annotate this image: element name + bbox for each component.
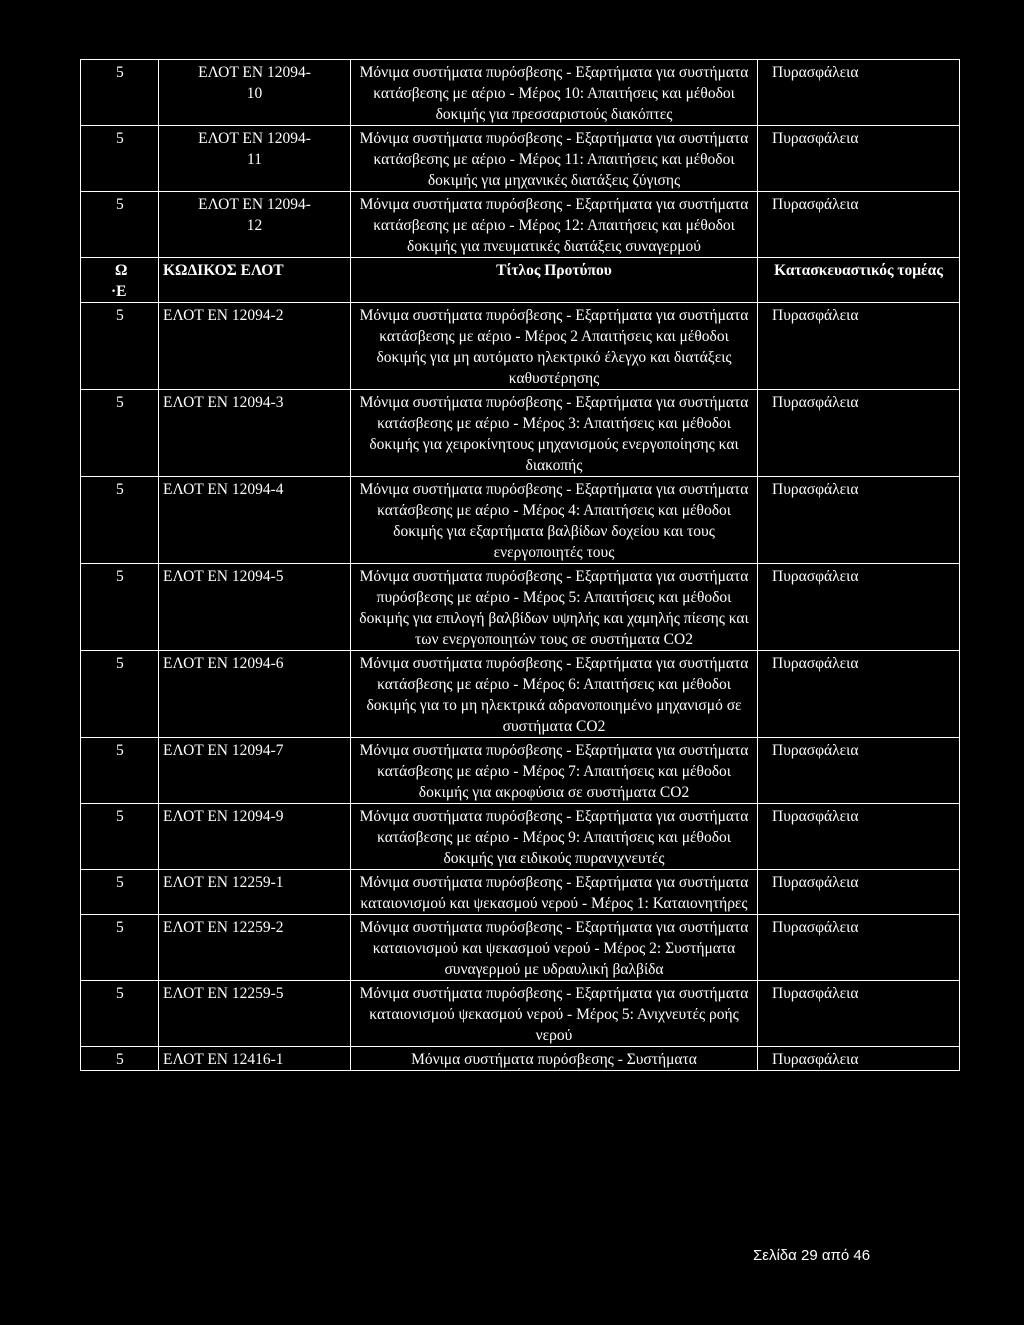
sector: Πυρασφάλεια bbox=[758, 564, 960, 651]
standard-title: Μόνιμα συστήματα πυρόσβεσης - Εξαρτήματα για συστήματα κατάσβεσης με αέριο - Μέρος 2 Απαιτήσεις και μέθοδοι δοκιμής για μη αυτόματο ηλεκτρικό έλεγχο και διατάξεις καθυστέρησης bbox=[351, 303, 758, 390]
standard-title: Μόνιμα συστήματα πυρόσβεσης - Συστήματα bbox=[351, 1047, 758, 1071]
row-number: 5 bbox=[81, 60, 159, 126]
elot-code: ΕΛΟΤ ΕΝ 12259-5 bbox=[159, 981, 351, 1047]
table-row bbox=[81, 303, 960, 390]
standard-title: Μόνιμα συστήματα πυρόσβεσης - Εξαρτήματα για συστήματα κατάσβεσης με αέριο - Μέρος 9: Απαιτήσεις και μέθοδοι δοκιμής για ειδικούς πυρανιχνευτές bbox=[351, 804, 758, 870]
table-row bbox=[81, 564, 960, 651]
standard-title: Μόνιμα συστήματα πυρόσβεσης - Εξαρτήματα για συστήματα κατάσβεσης με αέριο - Μέρος 11: Απαιτήσεις και μέθοδοι δοκιμής για μηχανικές διατάξεις ζύγισης bbox=[351, 126, 758, 192]
standards-table bbox=[80, 59, 960, 1071]
table-row bbox=[81, 651, 960, 738]
table-row bbox=[81, 981, 960, 1047]
elot-code: ΕΛΟΤ ΕΝ 12259-1 bbox=[159, 870, 351, 915]
table-row bbox=[81, 1047, 960, 1071]
row-number: 5 bbox=[81, 1047, 159, 1071]
row-number: 5 bbox=[81, 981, 159, 1047]
row-number: 5 bbox=[81, 390, 159, 477]
standard-title: Μόνιμα συστήματα πυρόσβεσης - Εξαρτήματα για συστήματα κατάσβεσης με αέριο - Μέρος 3: Απαιτήσεις και μέθοδοι δοκιμής για χειροκίνητους μηχανισμούς ενεργοποίησης και διακοπής bbox=[351, 390, 758, 477]
elot-code: ΕΛΟΤ ΕΝ 12094-3 bbox=[159, 390, 351, 477]
sector: Πυρασφάλεια bbox=[758, 477, 960, 564]
elot-code: ΕΛΟΤ ΕΝ 12094-6 bbox=[159, 651, 351, 738]
row-number: 5 bbox=[81, 477, 159, 564]
sector: Πυρασφάλεια bbox=[758, 804, 960, 870]
sector: Πυρασφάλεια bbox=[758, 1047, 960, 1071]
standard-title: Μόνιμα συστήματα πυρόσβεσης - Εξαρτήματα για συστήματα κατάσβεσης με αέριο - Μέρος 10: Απαιτήσεις και μέθοδοι δοκιμής για πρεσσαριστούς διακόπτες bbox=[351, 60, 758, 126]
standard-title: Μόνιμα συστήματα πυρόσβεσης - Εξαρτήματα για συστήματα καταιονισμού ψεκασμού νερού - Μέρος 5: Ανιχνευτές ροής νερού bbox=[351, 981, 758, 1047]
table-row bbox=[81, 915, 960, 981]
standard-title: Μόνιμα συστήματα πυρόσβεσης - Εξαρτήματα για συστήματα πυρόσβεσης με αέριο - Μέρος 5: Απαιτήσεις και μέθοδοι δοκιμής για επιλογή βαλβίδων υψηλής και χαμηλής πίεσης και των ενεργοποιητών τους σε συστήματα CO2 bbox=[351, 564, 758, 651]
sector: Πυρασφάλεια bbox=[758, 303, 960, 390]
row-number: 5 bbox=[81, 804, 159, 870]
elot-code: ΕΛΟΤ ΕΝ 12094-9 bbox=[159, 804, 351, 870]
elot-code: ΕΛΟΤ ΕΝ 12094- 11 bbox=[159, 126, 351, 192]
table-row bbox=[81, 126, 960, 192]
table-header-row bbox=[81, 258, 960, 303]
sector: Πυρασφάλεια bbox=[758, 126, 960, 192]
elot-code: ΕΛΟΤ ΕΝ 12094-7 bbox=[159, 738, 351, 804]
header-col1: Ω ·Ε bbox=[81, 258, 159, 303]
row-number: 5 bbox=[81, 192, 159, 258]
row-number: 5 bbox=[81, 915, 159, 981]
sector: Πυρασφάλεια bbox=[758, 870, 960, 915]
sector: Πυρασφάλεια bbox=[758, 60, 960, 126]
table-row bbox=[81, 192, 960, 258]
row-number: 5 bbox=[81, 303, 159, 390]
elot-code: ΕΛΟΤ ΕΝ 12416-1 bbox=[159, 1047, 351, 1071]
elot-code: ΕΛΟΤ ΕΝ 12094-4 bbox=[159, 477, 351, 564]
standard-title: Μόνιμα συστήματα πυρόσβεσης - Εξαρτήματα για συστήματα κατάσβεσης με αέριο - Μέρος 6: Απαιτήσεις και μέθοδοι δοκιμής για το μη ηλεκτρικά αδρανοποιημένο μηχανισμό σε συστήματα CO2 bbox=[351, 651, 758, 738]
sector: Πυρασφάλεια bbox=[758, 915, 960, 981]
header-code: ΚΩΔΙΚΟΣ ΕΛΟΤ bbox=[159, 258, 351, 303]
table-row bbox=[81, 477, 960, 564]
header-sector: Κατασκευαστικός τομέας bbox=[758, 258, 960, 303]
elot-code: ΕΛΟΤ ΕΝ 12094-2 bbox=[159, 303, 351, 390]
standard-title: Μόνιμα συστήματα πυρόσβεσης - Εξαρτήματα για συστήματα καταιονισμού και ψεκασμού νερού - Μέρος 2: Συστήματα συναγερμού με υδραυλική βαλβίδα bbox=[351, 915, 758, 981]
elot-code: ΕΛΟΤ ΕΝ 12259-2 bbox=[159, 915, 351, 981]
table-row bbox=[81, 804, 960, 870]
elot-code: ΕΛΟΤ ΕΝ 12094- 10 bbox=[159, 60, 351, 126]
sector: Πυρασφάλεια bbox=[758, 390, 960, 477]
table-row bbox=[81, 870, 960, 915]
header-title: Τίτλος Προτύπου bbox=[351, 258, 758, 303]
sector: Πυρασφάλεια bbox=[758, 192, 960, 258]
sector: Πυρασφάλεια bbox=[758, 651, 960, 738]
row-number: 5 bbox=[81, 126, 159, 192]
standard-title: Μόνιμα συστήματα πυρόσβεσης - Εξαρτήματα για συστήματα κατάσβεσης με αέριο - Μέρος 7: Απαιτήσεις και μέθοδοι δοκιμής για ακροφύσια σε συστήματα CO2 bbox=[351, 738, 758, 804]
table-row bbox=[81, 390, 960, 477]
sector: Πυρασφάλεια bbox=[758, 981, 960, 1047]
table-row bbox=[81, 738, 960, 804]
page-number: Σελίδα 29 από 46 bbox=[753, 1247, 871, 1264]
row-number: 5 bbox=[81, 738, 159, 804]
row-number: 5 bbox=[81, 564, 159, 651]
table-row bbox=[81, 60, 960, 126]
elot-code: ΕΛΟΤ ΕΝ 12094- 12 bbox=[159, 192, 351, 258]
row-number: 5 bbox=[81, 870, 159, 915]
standard-title: Μόνιμα συστήματα πυρόσβεσης - Εξαρτήματα για συστήματα κατάσβεσης με αέριο - Μέρος 4: Απαιτήσεις και μέθοδοι δοκιμής για εξαρτήματα βαλβίδων δοχείου και τους ενεργοποιητές τους bbox=[351, 477, 758, 564]
standard-title: Μόνιμα συστήματα πυρόσβεσης - Εξαρτήματα για συστήματα κατάσβεσης με αέριο - Μέρος 12: Απαιτήσεις και μέθοδοι δοκιμής για πνευματικές διατάξεις συναγερμού bbox=[351, 192, 758, 258]
elot-code: ΕΛΟΤ ΕΝ 12094-5 bbox=[159, 564, 351, 651]
standard-title: Μόνιμα συστήματα πυρόσβεσης - Εξαρτήματα για συστήματα καταιονισμού και ψεκασμού νερού - Μέρος 1: Καταιονητήρες bbox=[351, 870, 758, 915]
row-number: 5 bbox=[81, 651, 159, 738]
sector: Πυρασφάλεια bbox=[758, 738, 960, 804]
